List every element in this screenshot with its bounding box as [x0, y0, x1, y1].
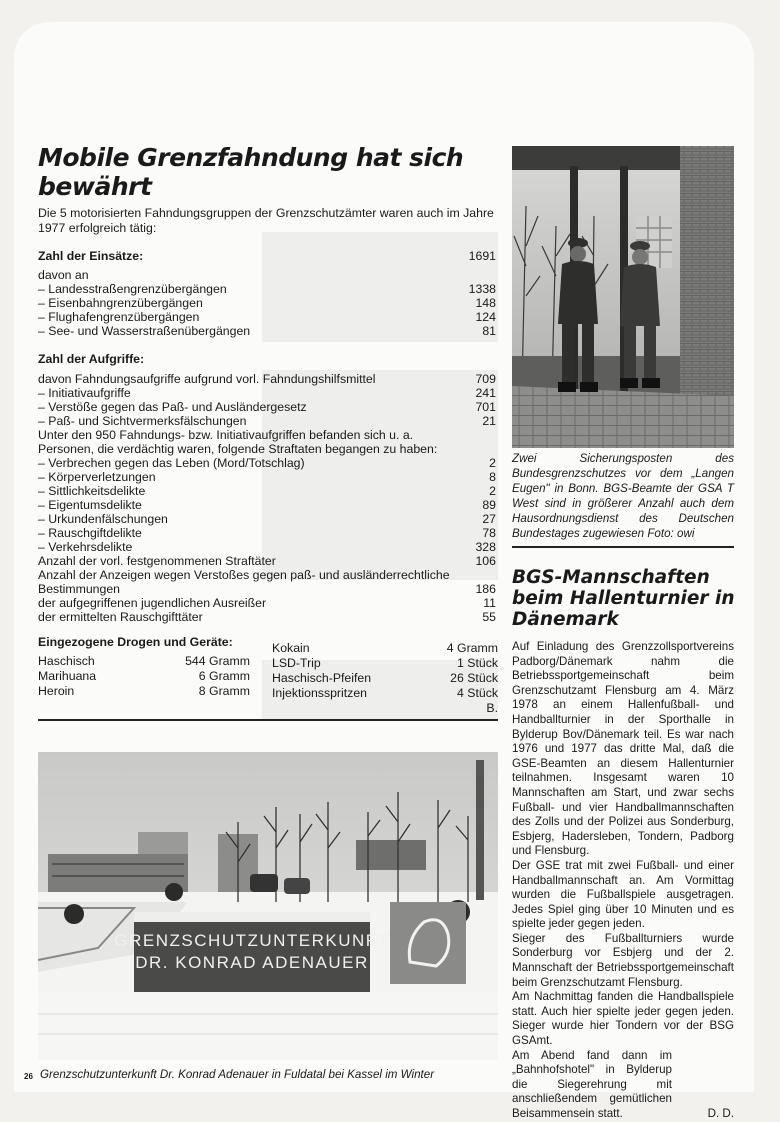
- einsaetze-title: Zahl der Einsätze:: [38, 249, 144, 263]
- photo-bottom-caption: Grenzschutzunterkunft Dr. Konrad Adenauer in Fuldatal bei Kassel im Winter: [40, 1068, 435, 1081]
- table-row: – Paß- und Sichtvermerksfälschungen 21: [38, 414, 496, 428]
- list-item: Kokain 4 Gramm: [272, 641, 498, 655]
- article-headline: Mobile Grenzfahndung hat sich bewährt: [38, 143, 464, 201]
- list-item: Injektionsspritzen 4 Stück: [272, 686, 498, 700]
- einsaetze-heading: [38, 249, 496, 263]
- side-article-paragraph: Auf Einladung des Grenzzollsportvereins Padborg/Dänemark nahm die Betriebssportgemeinschaft beim Grenzschutzamt Flensburg am 4. März 1978 an einem Hallenfußball- und Handballturnier in der Sporthalle in Bylderup Bov/Dänemark teil. Es war nach 1976 und 1977 das dritte Mal, daß die GSE-Beamten an diesem Hallenturnier teilnahmen. Insgesamt waren 10 Mannschaften am Start, und zwar sechs Fußball- und vier Handballmannschaften des Zolls und der Polizei aus Sonderburg, Esbjerg, Hadersleben, Tondern, Padborg und Flensburg.: [512, 640, 734, 858]
- table-row: Personen, die verdächtig waren, folgende Straftaten begangen zu haben:: [38, 442, 438, 456]
- table-row: – Verkehrsdelikte 328: [38, 540, 496, 554]
- aufgriffe-table: [38, 372, 496, 624]
- table-row: der aufgegriffenen jugendlichen Ausreißer 11: [38, 596, 496, 610]
- table-row: – Rauschgiftdelikte 78: [38, 526, 496, 540]
- drugs-left-list: [38, 654, 250, 699]
- side-article-paragraph: Am Abend fand dann im „Bahnhofshotel" in Bylderup die Siegerehrung mit anschließendem gemütlichen Beisammensein statt.: [512, 1048, 672, 1120]
- table-row: – Eisenbahngrenzübergängen 148: [38, 296, 496, 310]
- barracks-photo-image: [38, 752, 498, 1060]
- side-article-last-paragraph: [512, 1049, 734, 1122]
- table-row: davon an: [38, 268, 89, 282]
- photo-guards: [512, 146, 734, 448]
- table-row: – Eigentumsdelikte 89: [38, 498, 496, 512]
- side-article-signature: D. D.: [707, 1107, 734, 1120]
- table-row: – See- und Wasserstraßenübergängen 81: [38, 324, 496, 338]
- table-row: – Sittlichkeitsdelikte 2: [38, 484, 496, 498]
- table-row: Anzahl der vorl. festgenommenen Straftäter 106: [38, 554, 496, 568]
- side-article-paragraph: Sieger des Fußballturniers wurde Sonderburg vor Esbjerg und der 2. Mannschaft der Betriebssportgemeinschaft beim Grenzschutzamt Flensburg.: [512, 931, 734, 989]
- article-signature: B.: [486, 701, 498, 715]
- sign-line-1: GRENZSCHUTZUNTERKUNFT: [114, 931, 390, 950]
- table-row: davon Fahndungsaufgriffe aufgrund vorl. Fahndungshilfsmittel 709: [38, 372, 496, 386]
- photo-barracks: [38, 752, 498, 1060]
- page-number: 26: [24, 1072, 33, 1081]
- side-article-headline: BGS-Mannschaften beim Hallenturnier in Dänemark: [512, 567, 735, 630]
- side-article-paragraph: Der GSE trat mit zwei Fußball- und einer Handballmannschaft an. Am Vormittag wurden die Fußballspiele ausgetragen. Jedes Spiel ging über 10 Minuten und es spielte jeder gegen jeden.: [512, 858, 734, 931]
- article-divider: [38, 719, 498, 721]
- guards-photo-image: [512, 146, 734, 448]
- table-row: Bestimmungen 186: [38, 582, 496, 596]
- side-article-body: [512, 640, 734, 1122]
- table-row: – Initiativaufgriffe 241: [38, 386, 496, 400]
- list-item: Marihuana 6 Gramm: [38, 669, 250, 683]
- sign-line-2: DR. KONRAD ADENAUER: [135, 953, 369, 972]
- article-lead: Die 5 motorisierten Fahndungsgruppen der Grenzschutzämter waren auch im Jahre 1977 erfolgreich tätig:: [38, 206, 494, 235]
- side-article-paragraph: Am Nachmittag fanden die Handballspiele statt. Auch hier spielte jeder gegen jeden. Sieger wurde hier Tondern vor der BSG GSAmt.: [512, 990, 734, 1048]
- drugs-title: Eingezogene Drogen und Geräte:: [38, 635, 233, 649]
- list-item: Haschisch 544 Gramm: [38, 654, 250, 668]
- table-row: – Körperverletzungen 8: [38, 470, 496, 484]
- list-item: Haschisch-Pfeifen 26 Stück: [272, 671, 498, 685]
- table-row: Unter den 950 Fahndungs- bzw. Initiativaufgriffen befanden sich u. a.: [38, 428, 414, 442]
- table-row: – Verstöße gegen das Paß- und Ausländergesetz 701: [38, 400, 496, 414]
- drugs-right-list: [272, 641, 498, 701]
- table-row: – Verbrechen gegen das Leben (Mord/Totschlag) 2: [38, 456, 496, 470]
- list-item: Heroin 8 Gramm: [38, 684, 250, 698]
- table-row: – Urkundenfälschungen 27: [38, 512, 496, 526]
- table-row: der ermittelten Rauschgifttäter 55: [38, 610, 496, 624]
- einsaetze-total: 1691: [468, 249, 496, 263]
- einsaetze-table: [38, 268, 496, 338]
- column-divider: [512, 546, 734, 548]
- table-row: Anzahl der Anzeigen wegen Verstoßes gegen paß- und ausländerrechtliche: [38, 568, 450, 582]
- aufgriffe-title: Zahl der Aufgriffe:: [38, 352, 145, 366]
- list-item: LSD-Trip 1 Stück: [272, 656, 498, 670]
- table-row: – Landesstraßengrenzübergängen 1338: [38, 282, 496, 296]
- table-row: – Flughafengrenzübergängen 124: [38, 310, 496, 324]
- photo-top-caption: Zwei Sicherungsposten des Bundesgrenzschutzes vor dem „Langen Eugen" in Bonn. BGS-Beamte der GSA T West sind in größerer Anzahl auch dem Hausordnungsdienst des Deutschen Bundestages zugewiesen Foto: owi: [512, 452, 734, 540]
